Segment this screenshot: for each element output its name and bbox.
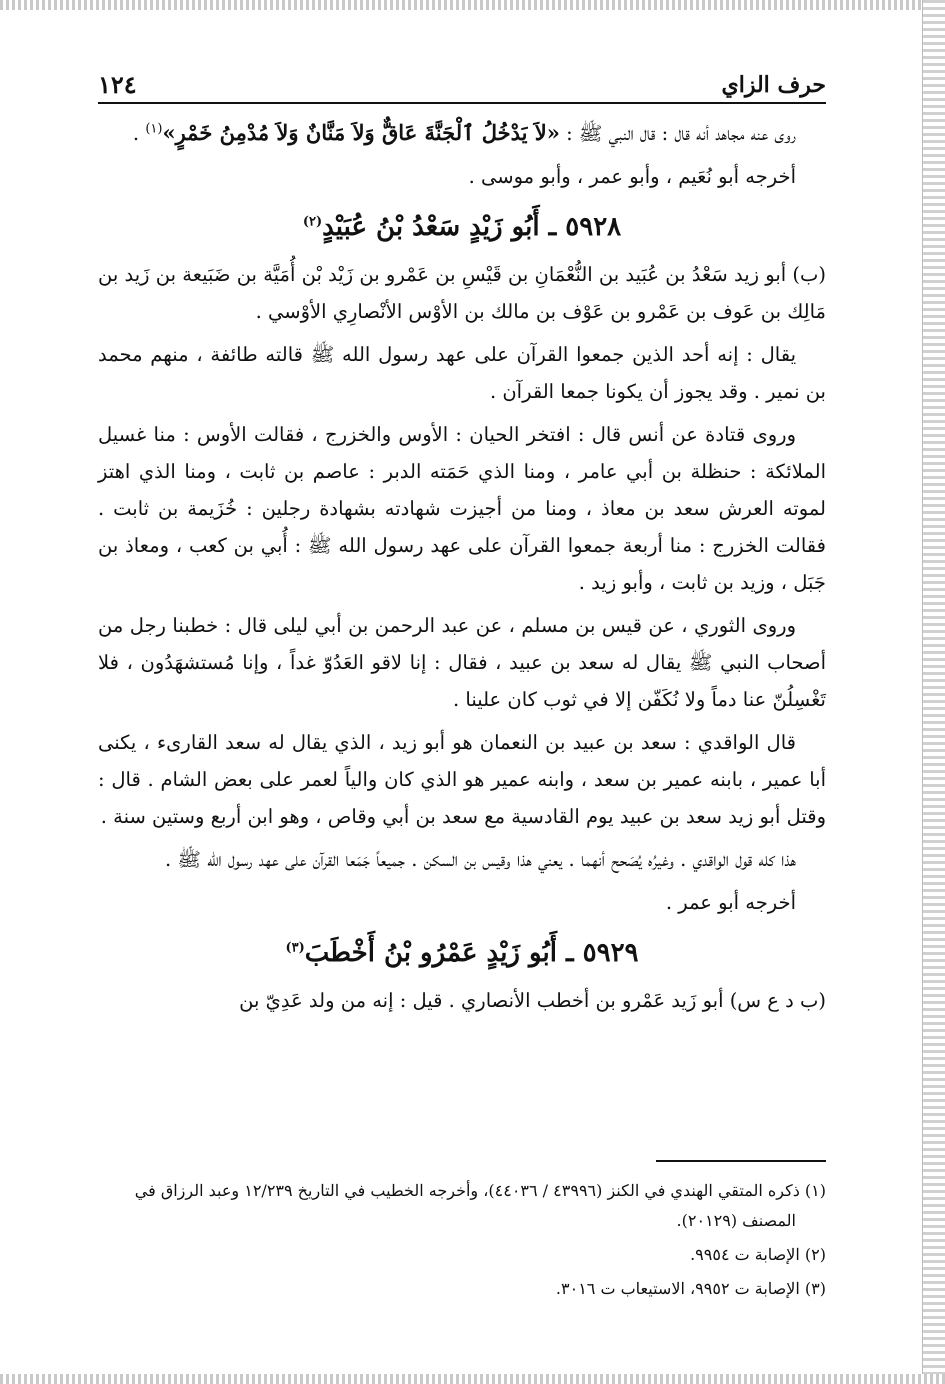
entry-title: ٥٩٢٨ ـ أَبُو زَيْدٍ سَعْدُ بْنُ عُبَيْدٍ: [322, 212, 622, 242]
footnote-ref: (١): [145, 121, 163, 137]
page-border-bottom: [0, 1374, 945, 1384]
page-border-right: [922, 0, 945, 1384]
footnote: (١) ذكره المتقي الهندي في الكنز (٤٣٩٩٦ / ٤٤٠٣٦)، وأخرجه الخطيب في التاريخ ١٢/٢٣٩ وعبد الرزاق في المصنف (٢٠١٢٩).: [134, 1181, 826, 1230]
footnotes: [98, 1160, 826, 1308]
paragraph: (ب) أبو زيد سَعْدُ بن عُبَيد بن النُّعْمَانِ بن قَيْسِ بن عَمْرو بن زَيْد بْن أُمَيَّة بن ضَبَيعة بن زَيد بن مَالِك بن عَوف بن عَمْرو بن عَوْف بن مالك بن الأوْس الأنْصارِي الأوْسي .: [98, 263, 826, 323]
page-number: ١٢٤: [98, 70, 137, 99]
running-title: حرف الزاي: [721, 72, 826, 98]
paragraph: أخرجه أبو عمر .: [665, 891, 796, 914]
entry-heading: [98, 209, 826, 246]
page-content: [98, 62, 826, 1025]
footnote: (٣) الإصابة ت ٩٩٥٢، الاستيعاب ت ٣٠١٦.: [555, 1279, 826, 1298]
footnote-rule: [656, 1160, 826, 1162]
paragraph-intro: روى عنه مجاهد أنه قال : قال النبي ﷺ :: [559, 122, 796, 145]
paragraph: قال الواقدي : سعد بن عبيد بن النعمان هو أبو زيد ، الذي يقال له سعد القارىء ، يكنى أبا عمير ، بابنه عمير بن سعد ، وابنه عمير هو الذي كان والياً لعمر على بعض الشام . قال : وقتل أبو زيد سعد بن عبيد يوم القادسية مع سعد بن أبي وقاص ، وهو ابن أربع وستين سنة .: [98, 731, 826, 828]
paragraph: [98, 114, 826, 152]
paragraph: يقال : إنه أحد الذين جمعوا القرآن على عهد رسول الله ﷺ قالته طائفة ، منهم محمد بن نمير . وقد يجوز أن يكونا جمعا القرآن .: [98, 343, 826, 403]
footnote-ref: (٣): [285, 940, 305, 956]
hadith-quote: «لاَ يَدْخُلُ ٱلْجَنَّةَ عَاقٌّ وَلاَ مَنَّانٌ وَلاَ مُدْمِنُ خَمْرٍ»: [162, 120, 560, 145]
paragraph: هذا كله قول الواقدي . وغيرُه يُصَحح أنهما . يعني هذا وقيس بن السكن . جميعاً جَمَعا القرآن على عهد رسول الله ﷺ .: [164, 848, 796, 871]
paragraph: وروى الثوري ، عن قيس بن مسلم ، عن عبد الرحمن بن أبي ليلى قال : خطبنا رجل من أصحاب النبي ﷺ يقال له سعد بن عبيد ، فقال : إنا لاقو العَدُوّ غداً ، وإنا مُستشهَدُون ، فلا تَغْسِلُنّ عنا دماً ولا نُكَفّن إلا في ثوب كان علينا .: [98, 614, 826, 711]
page-border-top: [0, 0, 945, 10]
footnote: (٢) الإصابة ت ٩٩٥٤.: [690, 1245, 826, 1264]
entry-heading: [98, 935, 826, 972]
running-head: [98, 62, 826, 104]
paragraph: (ب د ع س) أبو زَيد عَمْرو بن أخطب الأنصاري . قيل : إنه من ولد عَدِيّ بن: [239, 989, 826, 1012]
entry-title: ٥٩٢٩ ـ أَبُو زَيْدٍ عَمْرُو بْنُ أَخْطَبَ: [304, 938, 639, 968]
footnote-ref: (٢): [302, 214, 323, 230]
body-text: [98, 114, 826, 1019]
paragraph-end: .: [132, 122, 146, 145]
paragraph: أخرجه أبو نُعَيم ، وأبو عمر ، وأبو موسى .: [468, 165, 796, 188]
paragraph: وروى قتادة عن أنس قال : افتخر الحيان : الأوس والخزرج ، فقالت الأوس : منا غسيل الملائكة : حنظلة بن أبي عامر ، ومنا الذي حَمَته الدبر : عاصم بن ثابت ، ومنا الذي اهتز لموته العرش سعد بن معاذ ، ومنا من أجيزت شهادته بشهادة رجلين : خُزَيمة بن ثابت . فقالت الخزرج : منا أربعة جمعوا القرآن على عهد رسول الله ﷺ : أُبي بن كعب ، ومعاذ بن جَبَل ، وزيد بن ثابت ، وأبو زيد .: [98, 423, 826, 594]
